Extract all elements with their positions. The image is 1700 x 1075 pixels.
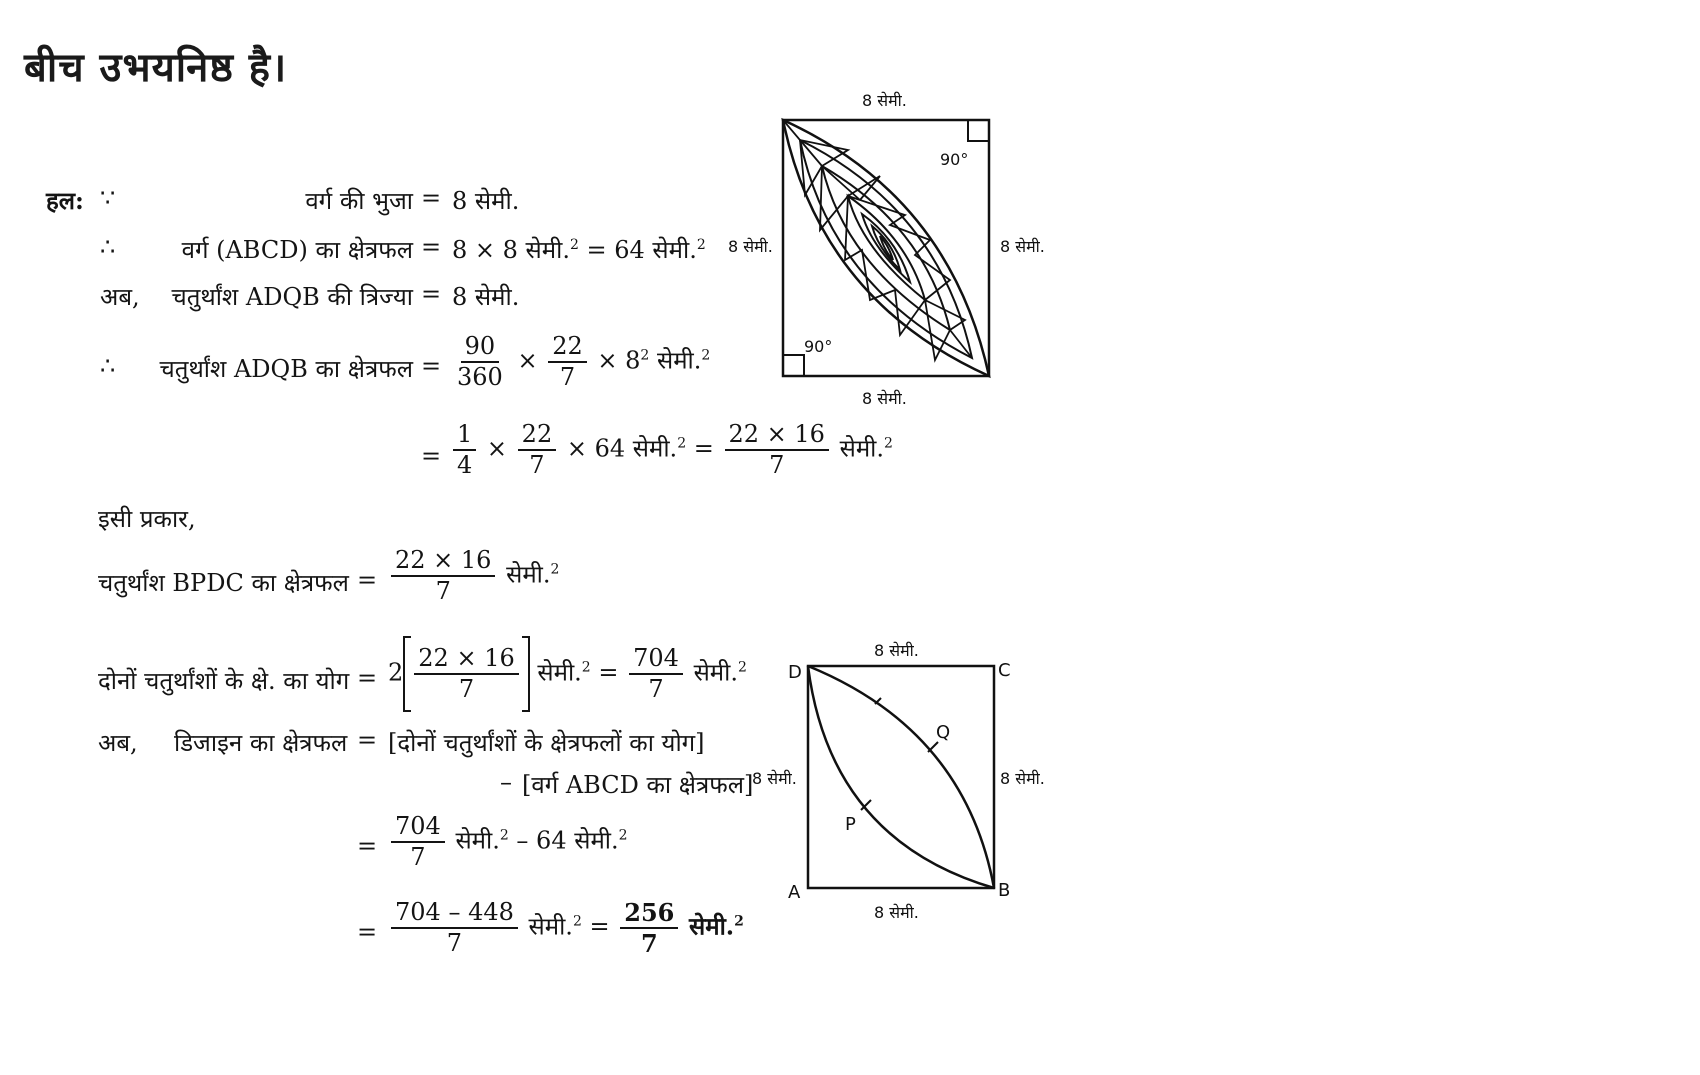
ab-label: अब, [98, 729, 138, 757]
design-area-sum-term: [दोनों चतुर्थांशों के क्षेत्रफलों का योग] [388, 729, 705, 757]
fraction: $\frac{22 \times 16}{7}$ [391, 548, 495, 604]
quadrant-adqb-area-label: चतुर्थांश ADQB का क्षेत्रफल [159, 355, 413, 383]
design-area-square-term: [वर्ग ABCD का क्षेत्रफल] [522, 771, 754, 799]
design-area-label: डिजाइन का क्षेत्रफल [174, 729, 348, 757]
side-label-top: 8 सेमी. [874, 641, 919, 660]
fraction: $\frac{90}{360}$ [457, 332, 503, 392]
quadrant-adqb-area-expression: $\frac{90}{360}$ × $\frac{22}{7}$ × $8^2$ सेमी.$^2$ [450, 334, 710, 390]
fraction: $\frac{704 - 448}{7}$ [391, 900, 518, 956]
bracket-group [403, 636, 529, 712]
lens-ring [822, 166, 950, 330]
equals-sign: = [356, 918, 378, 946]
equals-sign: = [356, 566, 378, 594]
design-area-result: $\frac{704 - 448}{7}$ सेमी.$^2$ = $\frac{256}{7}$ सेमी.$^2$ [388, 900, 744, 956]
vertex-c: C [998, 660, 1011, 681]
square-side-label: वर्ग की भुजा [305, 187, 413, 215]
hal-label: हल: [46, 186, 84, 215]
equals-sign: = [356, 832, 378, 860]
fraction: $\frac{22}{7}$ [548, 334, 587, 390]
side-label-left: 8 सेमी. [728, 237, 773, 256]
figure-design-square [725, 85, 1065, 415]
equals-sign: = [420, 233, 442, 261]
therefore-symbol: ∴ [100, 352, 116, 380]
vertex-b: B [998, 880, 1011, 901]
equals-sign: = [420, 184, 442, 212]
quadrants-sum-value: 2 $\frac{22 \times 16}{7}$ सेमी.$^2$ = $\frac{704}{7}$ सेमी.$^2$ [388, 636, 747, 712]
square-area-value: 8 × 8 सेमी.$^2$ = 64 सेमी.$^2$ [452, 236, 706, 264]
side-label-right: 8 सेमी. [1000, 237, 1045, 256]
ab-label: अब, [100, 283, 140, 311]
side-label-left: 8 सेमी. [752, 769, 797, 788]
fraction-answer: $\frac{256}{7}$ [620, 900, 678, 956]
minus-sign: – [500, 768, 512, 796]
square-side-value: 8 सेमी. [452, 187, 520, 215]
equals-sign: = [420, 280, 442, 308]
side-label-top: 8 सेमी. [862, 91, 907, 110]
equals-sign: = [356, 664, 378, 692]
vertex-d: D [788, 662, 802, 683]
quadrants-sum-label: दोनों चतुर्थांशों के क्षे. का योग [98, 667, 350, 695]
tick-mark-q [928, 742, 938, 752]
arc-dpb [808, 666, 994, 888]
arc-dqb [808, 666, 994, 888]
because-symbol: ∵ [100, 184, 116, 212]
side-label-right: 8 सेमी. [1000, 769, 1045, 788]
fraction: $\frac{22}{7}$ [518, 422, 557, 478]
square-abcd-outline [808, 666, 994, 888]
fraction: $\frac{704}{7}$ [629, 646, 683, 702]
angle-label-top: 90° [940, 150, 969, 169]
therefore-symbol: ∴ [100, 233, 116, 261]
figure-square-abcd [750, 635, 1065, 925]
design-area-step: $\frac{704}{7}$ सेमी.$^2$ – 64 सेमी.$^2$ [388, 814, 628, 870]
right-angle-mark [968, 120, 989, 141]
fraction: $\frac{22 \times 16}{7}$ [414, 646, 518, 702]
vertex-a: A [788, 882, 801, 903]
fraction: $\frac{22 \times 16}{7}$ [725, 422, 829, 478]
page-heading: बीच उभयनिष्ठ है। [24, 45, 288, 91]
quadrant-radius-value: 8 सेमी. [452, 283, 520, 311]
quadrant-radius-label: चतुर्थांश ADQB की त्रिज्या [171, 283, 413, 311]
angle-label-bottom: 90° [804, 337, 833, 356]
side-label-bottom: 8 सेमी. [874, 903, 919, 922]
square-area-label: वर्ग (ABCD) का क्षेत्रफल [181, 236, 413, 264]
equals-sign: = [420, 352, 442, 380]
point-q: Q [936, 722, 951, 743]
fraction: $\frac{704}{7}$ [391, 814, 445, 870]
quadrant-adqb-area-simplified: $\frac{1}{4}$ × $\frac{22}{7}$ × 64 सेमी.$^2$ = $\frac{22 \times 16}{7}$ सेमी.$^2$ [450, 422, 893, 478]
equals-sign: = [420, 442, 442, 470]
quadrant-bpdc-area-label: चतुर्थांश BPDC का क्षेत्रफल [98, 569, 349, 597]
right-angle-mark [783, 355, 804, 376]
fraction: $\frac{1}{4}$ [453, 422, 476, 478]
side-label-bottom: 8 सेमी. [862, 389, 907, 408]
isi-prakar-label: इसी प्रकार, [98, 505, 196, 533]
point-p: P [845, 814, 856, 835]
quadrant-bpdc-area-value: $\frac{22 \times 16}{7}$ सेमी.$^2$ [388, 548, 559, 604]
lens-ring [862, 214, 910, 282]
equals-sign: = [356, 726, 378, 754]
